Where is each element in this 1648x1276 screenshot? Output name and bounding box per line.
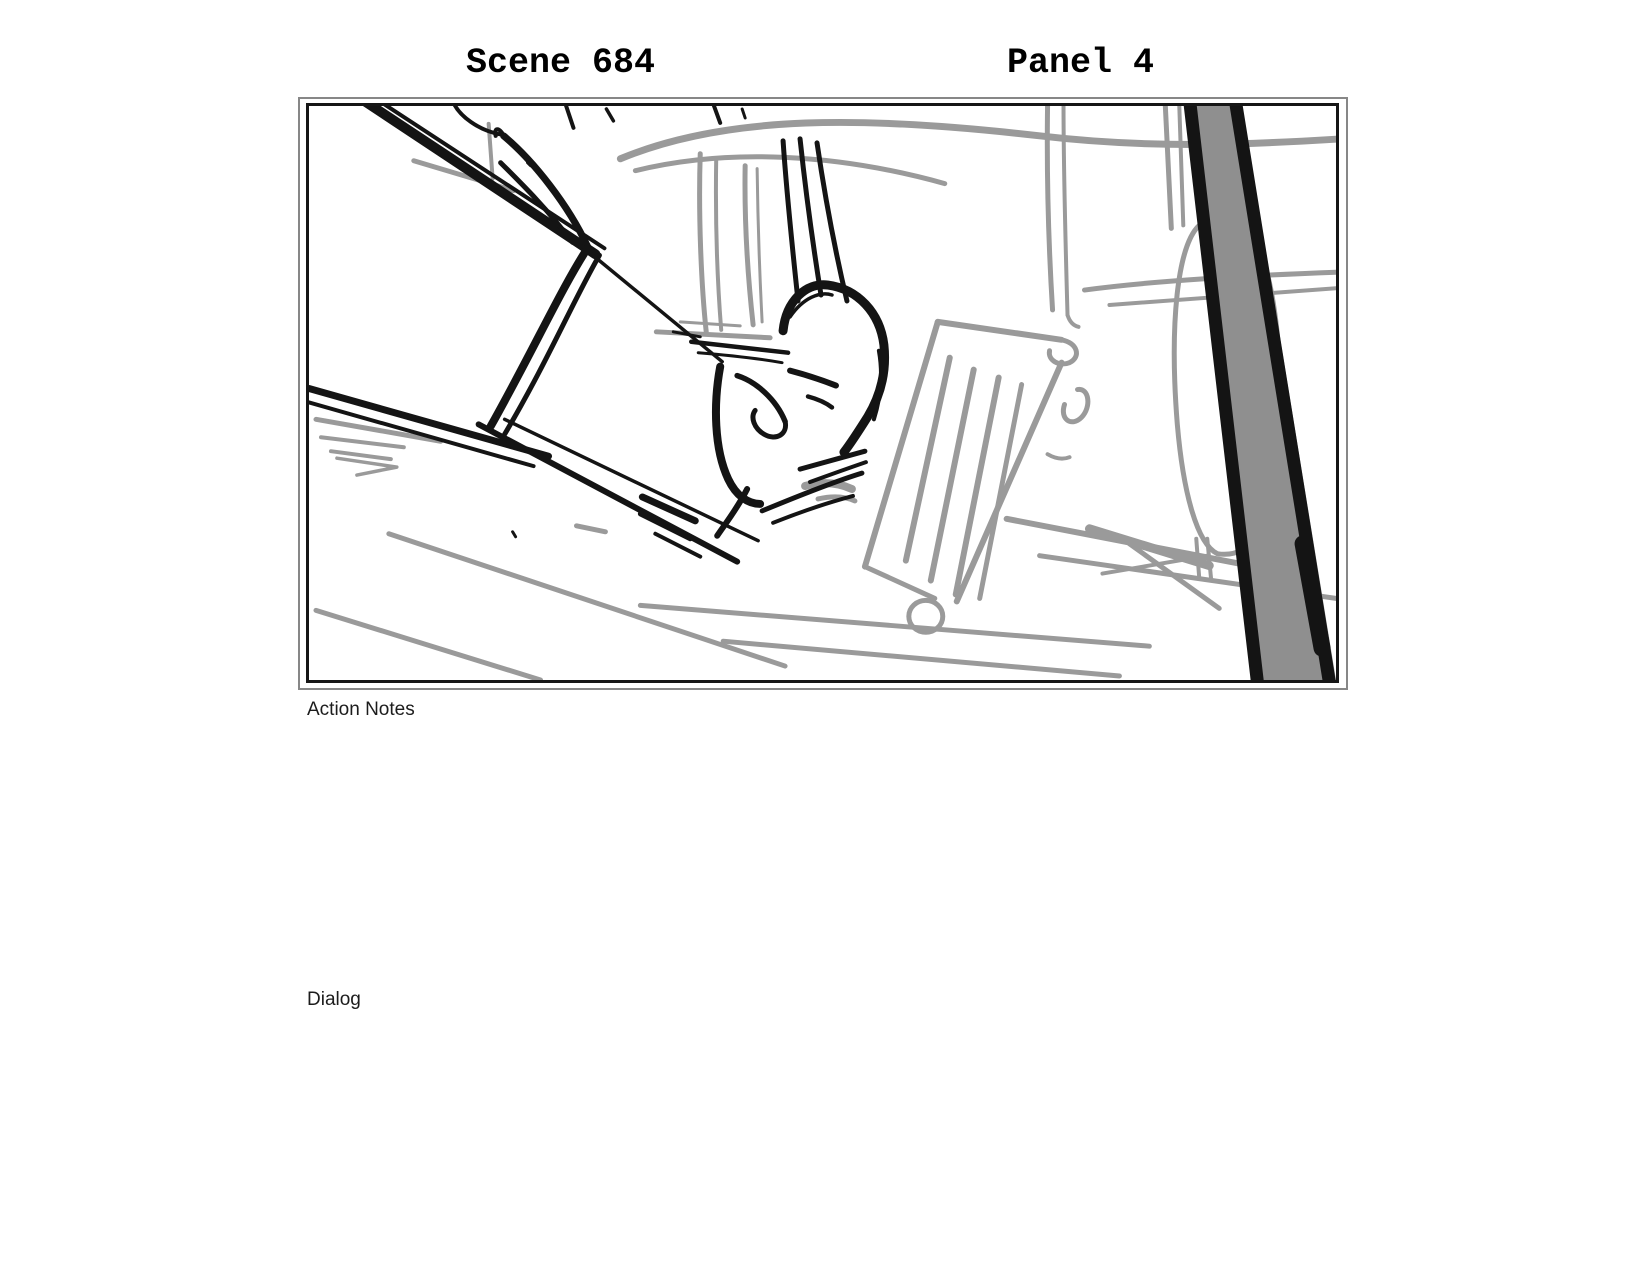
- storyboard-sketch: [309, 106, 1336, 680]
- ink-strokes: [309, 106, 885, 562]
- panel-number-label: Panel 4: [1007, 43, 1155, 83]
- pole: [1185, 106, 1336, 680]
- storyboard-panel-frame: [298, 97, 1348, 690]
- action-notes-label: Action Notes: [307, 699, 415, 720]
- scene-number-label: Scene 684: [466, 43, 656, 83]
- dialog-label: Dialog: [307, 989, 361, 1010]
- storyboard-panel: [306, 103, 1339, 683]
